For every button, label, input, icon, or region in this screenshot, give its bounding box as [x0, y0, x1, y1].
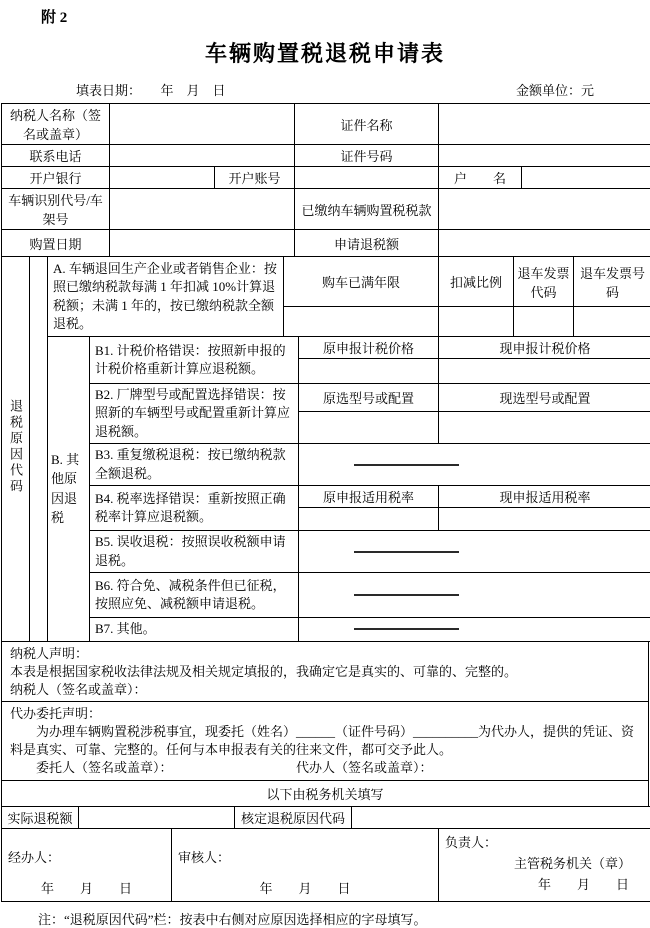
- b1-current-header: 现申报计税价格: [439, 337, 650, 359]
- b4-original-field[interactable]: [299, 508, 439, 531]
- reason-b3-text: B3. 重复缴税退税：按已缴纳税款全额退税。: [90, 444, 299, 486]
- refund-request-field[interactable]: [439, 230, 650, 257]
- a-invoice-code-header: 退车发票代码: [514, 257, 574, 307]
- a-ratio-field[interactable]: [439, 307, 514, 337]
- signature-table: [1, 828, 650, 902]
- refund-reason-table: [1, 256, 650, 642]
- a-invoice-no-header: 退车发票号码: [574, 257, 650, 307]
- refund-request-label: 申请退税额: [295, 230, 439, 257]
- phone-label: 联系电话: [2, 145, 110, 167]
- agent-declaration: [2, 702, 649, 781]
- reason-b5-text: B5. 误收退税：按照误收税额申请退税。: [90, 531, 299, 573]
- taxpayer-declaration-title: 纳税人声明：: [10, 645, 640, 663]
- reason-b-side-label: B. 其他原因退税: [48, 337, 90, 642]
- form-sheet: [1, 0, 649, 928]
- bank-account-label: 开户账号: [215, 167, 295, 189]
- cert-name-label: 证件名称: [295, 104, 439, 145]
- verified-code-field[interactable]: [352, 807, 650, 829]
- b4-current-header: 现申报适用税率: [439, 486, 650, 508]
- attachment-number: 附 2: [1, 0, 649, 27]
- not-applicable-line: [354, 464, 459, 466]
- taxpayer-name-field[interactable]: [110, 104, 295, 145]
- b1-current-field[interactable]: [439, 359, 650, 384]
- not-applicable-line: [354, 551, 459, 553]
- tax-office-section-header: 以下由税务机关填写: [2, 781, 649, 807]
- form-meta-row: [1, 80, 649, 103]
- reviewer-date-line: 年 月 日: [178, 878, 432, 897]
- b4-original-header: 原申报适用税率: [299, 486, 439, 508]
- office-seal-label: 主管税务机关（章）: [445, 853, 645, 872]
- b3-na-cell: [299, 444, 650, 486]
- reason-b4-text: B4. 税率选择错误：重新按照正确税率计算应退税额。: [90, 486, 299, 531]
- paid-tax-field[interactable]: [439, 189, 650, 230]
- b2-original-field[interactable]: [299, 412, 439, 444]
- cert-name-field[interactable]: [439, 104, 650, 145]
- b1-original-field[interactable]: [299, 359, 439, 384]
- a-years-field[interactable]: [284, 307, 439, 337]
- reviewer-label: 审核人：: [178, 847, 432, 866]
- reason-code-vertical-text: 退税原因代码: [6, 399, 25, 495]
- a-years-header: 购车已满年限: [284, 257, 439, 307]
- taxpayer-signature-label[interactable]: 纳税人（签名或盖章）：: [10, 681, 640, 699]
- taxpayer-declaration-body: 本表是根据国家税收法律法规及相关规定填报的，我确定它是真实的、可靠的、完整的。: [10, 663, 640, 681]
- b2-current-field[interactable]: [439, 412, 650, 444]
- chief-cell[interactable]: [439, 829, 650, 902]
- reason-b2-text: B2. 厂牌型号或配置选择错误：按照新的车辆型号或配置重新计算应退税额。: [90, 384, 299, 444]
- agent-declaration-body: 为办理车辆购置税涉税事宜，现委托（姓名）______（证件号码）__________为代办人，提供的凭证、资料是真实、可靠、完整的。任何与本申报表有关的往来文件，都可交予此人。: [10, 723, 640, 759]
- purchase-date-field[interactable]: [110, 230, 295, 257]
- b5-na-cell: [299, 531, 650, 573]
- not-applicable-line: [354, 628, 459, 630]
- form-title: 车辆购置税退税申请表: [1, 37, 649, 68]
- reason-a-text: A. 车辆退回生产企业或者销售企业：按照已缴纳税款每满 1 年扣减 10%计算退税额；未满 1 年的，按已缴纳税款全额退税。: [48, 257, 284, 337]
- amount-unit-label: 金额单位：元: [516, 80, 594, 99]
- operator-date-line: 年 月 日: [8, 878, 165, 897]
- account-name-field[interactable]: [522, 167, 650, 189]
- taxpayer-declaration: [2, 641, 649, 702]
- tax-office-row-table: [1, 806, 650, 829]
- reason-code-entry-field[interactable]: [30, 257, 48, 642]
- purchase-date-label: 购置日期: [2, 230, 110, 257]
- reason-b7-text: B7. 其他。: [90, 618, 299, 641]
- account-name-label: 户 名: [439, 167, 522, 189]
- verified-code-label: 核定退税原因代码: [235, 807, 352, 829]
- cert-no-label: 证件号码: [295, 145, 439, 167]
- chief-label: 负责人：: [445, 832, 645, 851]
- bank-account-field[interactable]: [295, 167, 439, 189]
- chief-date-line: 年 月 日: [445, 874, 645, 893]
- paid-tax-label: 已缴纳车辆购置税税款: [295, 189, 439, 230]
- reviewer-cell[interactable]: [172, 829, 439, 902]
- actual-refund-label: 实际退税额: [2, 807, 79, 829]
- a-invoice-code-field[interactable]: [514, 307, 574, 337]
- footnote: 注：“退税原因代码”栏：按表中右侧对应原因选择相应的字母填写。: [1, 902, 649, 928]
- operator-label: 经办人：: [8, 847, 165, 866]
- b7-na-cell: [299, 618, 650, 641]
- not-applicable-line: [354, 594, 459, 596]
- agent-declaration-title: 代办委托声明：: [10, 705, 640, 723]
- reason-code-side-label: [2, 257, 30, 642]
- phone-field[interactable]: [110, 145, 295, 167]
- reason-b1-text: B1. 计税价格错误：按照新申报的计税价格重新计算应退税额。: [90, 337, 299, 384]
- vin-field[interactable]: [110, 189, 295, 230]
- b2-original-header: 原选型号或配置: [299, 384, 439, 412]
- a-invoice-no-field[interactable]: [574, 307, 650, 337]
- a-ratio-header: 扣减比例: [439, 257, 514, 307]
- b1-original-header: 原申报计税价格: [299, 337, 439, 359]
- bank-label: 开户银行: [2, 167, 110, 189]
- b4-current-field[interactable]: [439, 508, 650, 531]
- bank-field[interactable]: [110, 167, 215, 189]
- b6-na-cell: [299, 573, 650, 618]
- agent-signature-labels[interactable]: 委托人（签名或盖章）： 代办人（签名或盖章）：: [10, 759, 640, 777]
- actual-refund-field[interactable]: [79, 807, 235, 829]
- fill-date-label: 填表日期： 年 月 日: [76, 80, 226, 99]
- taxpayer-name-label: 纳税人名称（签名或盖章）: [2, 104, 110, 145]
- vin-label: 车辆识别代号/车架号: [2, 189, 110, 230]
- taxpayer-info-table: [1, 103, 650, 257]
- b2-current-header: 现选型号或配置: [439, 384, 650, 412]
- operator-cell[interactable]: [2, 829, 172, 902]
- cert-no-field[interactable]: [439, 145, 650, 167]
- reason-b6-text: B6. 符合免、减税条件但已征税，按照应免、减税额申请退税。: [90, 573, 299, 618]
- declarations-table: [1, 641, 649, 808]
